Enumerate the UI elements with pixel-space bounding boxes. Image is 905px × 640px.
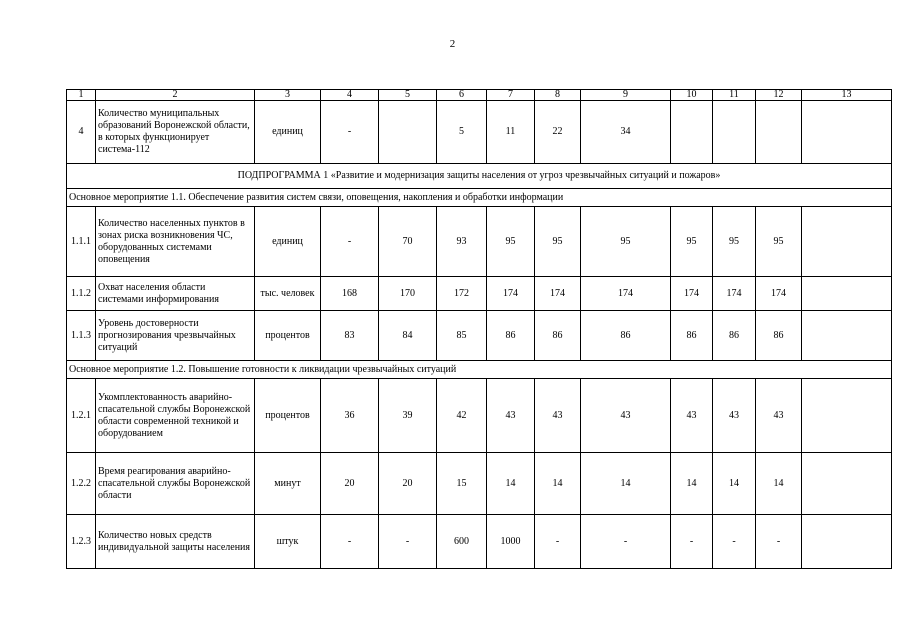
value-cell: 174: [713, 277, 756, 311]
header-cell: 4: [321, 90, 379, 101]
value-cell: 14: [581, 453, 671, 515]
value-cell: 84: [379, 311, 437, 361]
table-row: [67, 207, 892, 277]
row-number: 1.2.2: [67, 453, 96, 515]
indicator-unit: штук: [255, 515, 321, 569]
row-number: 4: [67, 101, 96, 164]
value-cell: 95: [535, 207, 581, 277]
table-row: [67, 101, 892, 164]
value-cell: 86: [487, 311, 535, 361]
header-cell: 5: [379, 90, 437, 101]
value-cell: 14: [671, 453, 713, 515]
value-cell: 70: [379, 207, 437, 277]
value-cell: [802, 515, 892, 569]
indicator-unit: процентов: [255, 379, 321, 453]
value-cell: 86: [713, 311, 756, 361]
table-row: [67, 311, 892, 361]
value-cell: -: [379, 515, 437, 569]
indicator-name: Охват населения области системами информирования: [96, 277, 255, 311]
indicator-name: Количество населенных пунктов в зонах риска возникновения ЧС, оборудованных системами оповещения: [96, 207, 255, 277]
activity-title: Основное мероприятие 1.2. Повышение готовности к ликвидации чрезвычайных ситуаций: [67, 361, 892, 379]
value-cell: 11: [487, 101, 535, 164]
value-cell: 174: [671, 277, 713, 311]
value-cell: 86: [756, 311, 802, 361]
header-cell: 1: [67, 90, 96, 101]
value-cell: 43: [535, 379, 581, 453]
header-cell: 9: [581, 90, 671, 101]
value-cell: 174: [487, 277, 535, 311]
indicator-name: Уровень достоверности прогнозирования чрезвычайных ситуаций: [96, 311, 255, 361]
row-number: 1.2.1: [67, 379, 96, 453]
subprogram-title: ПОДПРОГРАММА 1 «Развитие и модернизация защиты населения от угроз чрезвычайных ситуаций и пожаров»: [67, 164, 892, 189]
value-cell: 5: [437, 101, 487, 164]
value-cell: 93: [437, 207, 487, 277]
value-cell: 95: [671, 207, 713, 277]
value-cell: 14: [487, 453, 535, 515]
value-cell: -: [581, 515, 671, 569]
value-cell: [802, 311, 892, 361]
value-cell: 600: [437, 515, 487, 569]
header-cell: 11: [713, 90, 756, 101]
value-cell: -: [321, 101, 379, 164]
header-cell: 13: [802, 90, 892, 101]
value-cell: 86: [535, 311, 581, 361]
value-cell: 83: [321, 311, 379, 361]
value-cell: 34: [581, 101, 671, 164]
value-cell: 43: [756, 379, 802, 453]
activity-title: Основное мероприятие 1.1. Обеспечение развития систем связи, оповещения, накопления и обработки информации: [67, 189, 892, 207]
column-number-row: [67, 90, 892, 101]
subprogram-row: [67, 164, 892, 189]
row-number: 1.1.3: [67, 311, 96, 361]
table-row: [67, 453, 892, 515]
value-cell: 174: [581, 277, 671, 311]
indicator-unit: тыс. человек: [255, 277, 321, 311]
page-number: 2: [449, 38, 456, 50]
value-cell: 170: [379, 277, 437, 311]
header-cell: 7: [487, 90, 535, 101]
value-cell: [802, 101, 892, 164]
value-cell: 22: [535, 101, 581, 164]
row-number: 1.1.2: [67, 277, 96, 311]
value-cell: [379, 101, 437, 164]
value-cell: [671, 101, 713, 164]
header-cell: 10: [671, 90, 713, 101]
header-cell: 2: [96, 90, 255, 101]
value-cell: 20: [321, 453, 379, 515]
value-cell: [802, 277, 892, 311]
value-cell: 168: [321, 277, 379, 311]
value-cell: 39: [379, 379, 437, 453]
table-row: [67, 515, 892, 569]
value-cell: 43: [581, 379, 671, 453]
indicator-unit: процентов: [255, 311, 321, 361]
value-cell: [802, 453, 892, 515]
indicator-name: Время реагирования аварийно-спасательной службы Воронежской области: [96, 453, 255, 515]
value-cell: 20: [379, 453, 437, 515]
indicator-name: Укомплектованность аварийно-спасательной службы Воронежской области современной техникой и оборудованием: [96, 379, 255, 453]
value-cell: 95: [713, 207, 756, 277]
indicator-unit: единиц: [255, 101, 321, 164]
value-cell: -: [321, 515, 379, 569]
activity-row: [67, 189, 892, 207]
value-cell: 42: [437, 379, 487, 453]
value-cell: 43: [713, 379, 756, 453]
table-row: [67, 277, 892, 311]
value-cell: -: [713, 515, 756, 569]
row-number: 1.1.1: [67, 207, 96, 277]
value-cell: 174: [535, 277, 581, 311]
table-row: [67, 379, 892, 453]
value-cell: 95: [756, 207, 802, 277]
value-cell: [802, 379, 892, 453]
value-cell: [713, 101, 756, 164]
indicators-table: [66, 89, 892, 569]
indicator-name: Количество новых средств индивидуальной защиты населения: [96, 515, 255, 569]
row-number: 1.2.3: [67, 515, 96, 569]
value-cell: 95: [581, 207, 671, 277]
activity-row: [67, 361, 892, 379]
value-cell: -: [671, 515, 713, 569]
header-cell: 8: [535, 90, 581, 101]
header-cell: 3: [255, 90, 321, 101]
value-cell: 43: [487, 379, 535, 453]
value-cell: 86: [581, 311, 671, 361]
value-cell: 1000: [487, 515, 535, 569]
value-cell: [756, 101, 802, 164]
indicator-name: Количество муниципальных образований Воронежской области, в которых функционирует система-112: [96, 101, 255, 164]
value-cell: 86: [671, 311, 713, 361]
value-cell: 43: [671, 379, 713, 453]
value-cell: 14: [535, 453, 581, 515]
value-cell: -: [756, 515, 802, 569]
value-cell: 174: [756, 277, 802, 311]
value-cell: 15: [437, 453, 487, 515]
indicator-unit: минут: [255, 453, 321, 515]
value-cell: 36: [321, 379, 379, 453]
value-cell: 85: [437, 311, 487, 361]
value-cell: [802, 207, 892, 277]
value-cell: 14: [756, 453, 802, 515]
value-cell: 95: [487, 207, 535, 277]
header-cell: 12: [756, 90, 802, 101]
header-cell: 6: [437, 90, 487, 101]
value-cell: -: [535, 515, 581, 569]
value-cell: 172: [437, 277, 487, 311]
value-cell: -: [321, 207, 379, 277]
indicator-unit: единиц: [255, 207, 321, 277]
value-cell: 14: [713, 453, 756, 515]
